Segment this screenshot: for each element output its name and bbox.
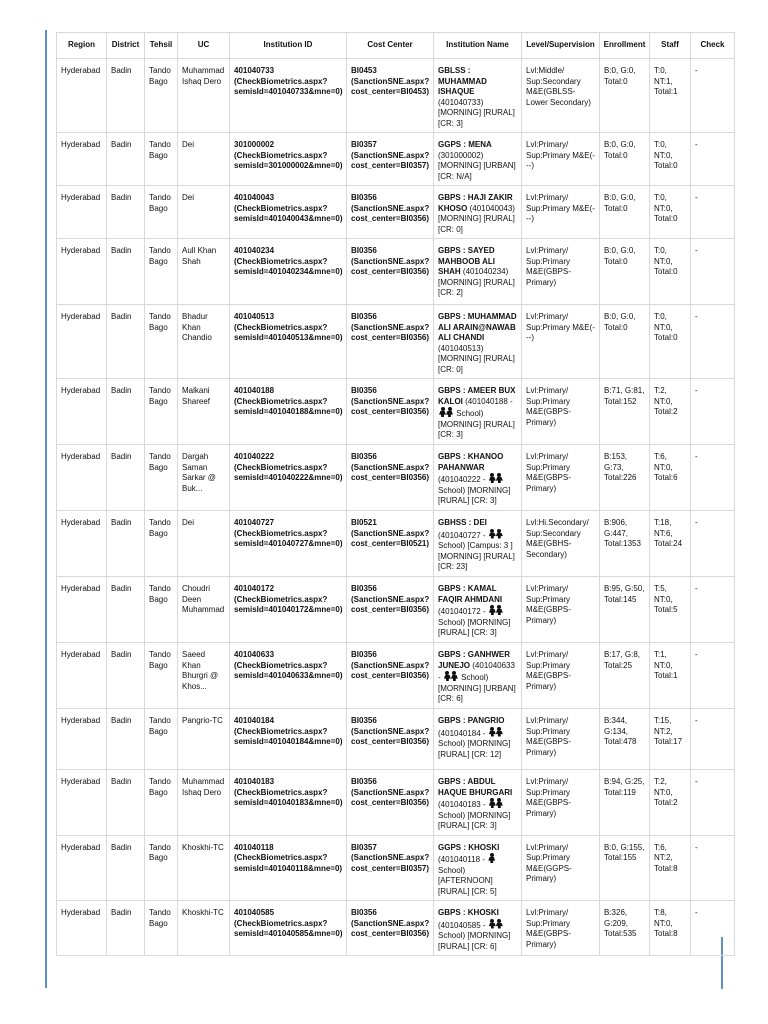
- staff-cell: T:6, NT:2, Total:8: [650, 835, 691, 901]
- institution-id-ref: (401040184 -: [438, 728, 486, 738]
- institution-name-cell: [434, 59, 522, 133]
- district-cell: Badin: [107, 133, 145, 186]
- region-cell: Hyderabad: [57, 709, 107, 770]
- header-check[interactable]: Check: [691, 33, 735, 59]
- header-cost-center[interactable]: Cost Center: [347, 33, 434, 59]
- table-row: [57, 770, 735, 836]
- cost-center-link[interactable]: BI0356 (SanctionSNE.aspx?cost_center=BI0356): [347, 379, 434, 445]
- institution-name: GBPS : ABDUL HAQUE BHURGARI: [438, 777, 513, 797]
- tehsil-cell: Tando Bago: [145, 379, 178, 445]
- region-cell: Hyderabad: [57, 835, 107, 901]
- institution-name: GBPS : PANGRIO: [438, 716, 505, 725]
- check-cell: -: [691, 133, 735, 186]
- tehsil-cell: Tando Bago: [145, 709, 178, 770]
- table-row: [57, 59, 735, 133]
- district-cell: Badin: [107, 577, 145, 643]
- institution-id-ref: (401040188 -: [465, 396, 513, 406]
- region-cell: Hyderabad: [57, 770, 107, 836]
- header-institution-id[interactable]: Institution ID: [230, 33, 347, 59]
- enrollment-cell: B:0, G:0, Total:0: [600, 59, 650, 133]
- institution-name: GBPS : KAMAL FAQIR AHMDANI: [438, 584, 503, 604]
- institution-id-ref: (401040633 -: [438, 660, 515, 682]
- table-row: [57, 511, 735, 577]
- table-row: [57, 445, 735, 511]
- institution-detail: (401040234) [MORNING] [RURAL] [CR: 2]: [438, 267, 515, 297]
- table-header-row: [57, 33, 735, 59]
- level-supervision-cell: Lvl:Primary/ Sup:Primary M&E(GBPS-Primary): [522, 239, 600, 305]
- district-cell: Badin: [107, 445, 145, 511]
- header-region[interactable]: Region: [57, 33, 107, 59]
- region-cell: Hyderabad: [57, 379, 107, 445]
- coed-school-icon: [488, 727, 504, 737]
- staff-cell: T:8, NT:0, Total:8: [650, 901, 691, 956]
- coed-school-icon: [488, 529, 504, 539]
- table-row: [57, 835, 735, 901]
- uc-cell: Saeed Khan Bhurgri @ Khos...: [178, 643, 230, 709]
- coed-school-icon: [488, 798, 504, 808]
- coed-school-icon: [438, 407, 454, 417]
- institution-id-link[interactable]: 401040222 (CheckBiometrics.aspx?semisId=401040222&mne=0): [230, 445, 347, 511]
- tehsil-cell: Tando Bago: [145, 239, 178, 305]
- uc-cell: Khoskhi-TC: [178, 835, 230, 901]
- header-institution-name[interactable]: Institution Name: [434, 33, 522, 59]
- level-supervision-cell: Lvl:Primary/ Sup:Primary M&E(GBPS-Primary): [522, 901, 600, 956]
- tehsil-cell: Tando Bago: [145, 577, 178, 643]
- institution-name-cell: [434, 643, 522, 709]
- institution-name-cell: [434, 770, 522, 836]
- uc-cell: Muhammad Ishaq Dero: [178, 59, 230, 133]
- header-enrollment[interactable]: Enrollment: [600, 33, 650, 59]
- tehsil-cell: Tando Bago: [145, 901, 178, 956]
- uc-cell: Khoskhi-TC: [178, 901, 230, 956]
- table-row: [57, 186, 735, 239]
- cost-center-link[interactable]: BI0356 (SanctionSNE.aspx?cost_center=BI0356): [347, 305, 434, 379]
- tehsil-cell: Tando Bago: [145, 835, 178, 901]
- institution-detail: School) [AFTERNOON] [RURAL] [CR: 5]: [438, 865, 497, 896]
- cost-center-link[interactable]: BI0356 (SanctionSNE.aspx?cost_center=BI0356): [347, 577, 434, 643]
- institution-id-link[interactable]: 401040184 (CheckBiometrics.aspx?semisId=401040184&mne=0): [230, 709, 347, 770]
- institution-detail: School) [MORNING] [RURAL] [CR: 3]: [438, 409, 515, 439]
- left-border-line: [45, 30, 47, 988]
- region-cell: Hyderabad: [57, 239, 107, 305]
- institution-detail: (301000002) [MORNING] [URBAN] [CR: N/A]: [438, 150, 516, 181]
- institution-id-link[interactable]: 401040727 (CheckBiometrics.aspx?semisId=401040727&mne=0): [230, 511, 347, 577]
- institution-detail: School) [Campus: 3 ] [MORNING] [RURAL] [CR: 23]: [438, 541, 515, 571]
- check-cell: -: [691, 59, 735, 133]
- institution-name: GBPS : KHANOO PAHANWAR: [438, 452, 504, 472]
- level-supervision-cell: Lvl:Primary/ Sup:Primary M&E(---): [522, 186, 600, 239]
- cost-center-link[interactable]: BI0356 (SanctionSNE.aspx?cost_center=BI0356): [347, 709, 434, 770]
- institution-detail: School) [MORNING] [RURAL] [CR: 3]: [438, 810, 511, 830]
- institution-name-cell: [434, 379, 522, 445]
- header-uc[interactable]: UC: [178, 33, 230, 59]
- institution-name: GBPS : MUHAMMAD ALI ARAIN@NAWAB ALI CHANDI: [438, 312, 517, 342]
- institution-name-cell: [434, 445, 522, 511]
- staff-cell: T:2, NT:0, Total:2: [650, 770, 691, 836]
- check-cell: -: [691, 577, 735, 643]
- staff-cell: T:0, NT:0, Total:0: [650, 239, 691, 305]
- table-row: [57, 577, 735, 643]
- institution-name: GBLSS : MUHAMMAD ISHAQUE: [438, 66, 487, 96]
- staff-cell: T:2, NT:0, Total:2: [650, 379, 691, 445]
- institution-detail: School) [MORNING] [RURAL] [CR: 3]: [438, 617, 511, 637]
- tehsil-cell: Tando Bago: [145, 511, 178, 577]
- institution-name: GGPS : MENA: [438, 140, 492, 149]
- coed-school-icon: [443, 671, 459, 681]
- institution-id-link[interactable]: 401040633 (CheckBiometrics.aspx?semisId=401040633&mne=0): [230, 643, 347, 709]
- institution-id-link[interactable]: 401040183 (CheckBiometrics.aspx?semisId=401040183&mne=0): [230, 770, 347, 836]
- uc-cell: Dei: [178, 133, 230, 186]
- check-cell: -: [691, 901, 735, 956]
- institution-name-cell: [434, 186, 522, 239]
- institution-id-link[interactable]: 401040118 (CheckBiometrics.aspx?semisId=401040118&mne=0): [230, 835, 347, 901]
- tehsil-cell: Tando Bago: [145, 643, 178, 709]
- check-cell: -: [691, 709, 735, 770]
- table-row: [57, 305, 735, 379]
- institution-name-cell: [434, 305, 522, 379]
- table-row: [57, 379, 735, 445]
- institution-detail: School) [MORNING] [URBAN] [CR: 6]: [438, 673, 516, 703]
- level-supervision-cell: Lvl:Primary/ Sup:Primary M&E(GBPS-Primary): [522, 445, 600, 511]
- uc-cell: Pangrio-TC: [178, 709, 230, 770]
- enrollment-cell: B:17, G:8, Total:25: [600, 643, 650, 709]
- institution-name-cell: [434, 577, 522, 643]
- region-cell: Hyderabad: [57, 901, 107, 956]
- check-cell: -: [691, 835, 735, 901]
- staff-cell: T:0, NT:0, Total:0: [650, 305, 691, 379]
- district-cell: Badin: [107, 379, 145, 445]
- enrollment-cell: B:0, G:0, Total:0: [600, 239, 650, 305]
- district-cell: Badin: [107, 709, 145, 770]
- coed-school-icon: [488, 605, 504, 615]
- header-staff[interactable]: Staff: [650, 33, 691, 59]
- tehsil-cell: Tando Bago: [145, 59, 178, 133]
- staff-cell: T:5, NT:0, Total:5: [650, 577, 691, 643]
- level-supervision-cell: Lvl:Primary/ Sup:Primary M&E(GBPS-Primary): [522, 770, 600, 836]
- district-cell: Badin: [107, 643, 145, 709]
- enrollment-cell: B:95, G:50, Total:145: [600, 577, 650, 643]
- district-cell: Badin: [107, 770, 145, 836]
- results-table-container: [56, 32, 734, 956]
- institutions-table: [56, 32, 735, 956]
- cost-center-link[interactable]: BI0356 (SanctionSNE.aspx?cost_center=BI0356): [347, 239, 434, 305]
- institution-detail: School) [MORNING] [RURAL] [CR: 12]: [438, 739, 511, 759]
- institution-detail: (401040733) [MORNING] [RURAL] [CR: 3]: [438, 97, 515, 128]
- coed-school-icon: [488, 473, 504, 483]
- uc-cell: Bhadur Khan Chandio: [178, 305, 230, 379]
- institution-name: GBPS : GANHWER JUNEJO: [438, 650, 510, 670]
- institution-id-link[interactable]: 301000002 (CheckBiometrics.aspx?semisId=301000002&mne=0): [230, 133, 347, 186]
- level-supervision-cell: Lvl:Primary/ Sup:Primary M&E(GBPS-Primary): [522, 379, 600, 445]
- institution-name: GGPS : KHOSKI: [438, 842, 500, 852]
- table-row: [57, 901, 735, 956]
- enrollment-cell: B:0, G:0, Total:0: [600, 133, 650, 186]
- institution-id-link[interactable]: 401040513 (CheckBiometrics.aspx?semisId=401040513&mne=0): [230, 305, 347, 379]
- institution-id-link[interactable]: 401040172 (CheckBiometrics.aspx?semisId=401040172&mne=0): [230, 577, 347, 643]
- level-supervision-cell: Lvl:Hi.Secondary/ Sup:Secondary M&E(GBHS-Secondary): [522, 511, 600, 577]
- staff-cell: T:6, NT:0, Total:6: [650, 445, 691, 511]
- institution-detail: (401040513) [MORNING] [RURAL] [CR: 0]: [438, 343, 515, 374]
- check-cell: -: [691, 305, 735, 379]
- enrollment-cell: B:906, G:447, Total:1353: [600, 511, 650, 577]
- tehsil-cell: Tando Bago: [145, 445, 178, 511]
- header-level-supervision[interactable]: Level/Supervision: [522, 33, 600, 59]
- header-district[interactable]: District: [107, 33, 145, 59]
- tehsil-cell: Tando Bago: [145, 305, 178, 379]
- institution-id-ref: (401040727 -: [438, 530, 486, 540]
- institution-id-link[interactable]: 401040234 (CheckBiometrics.aspx?semisId=401040234&mne=0): [230, 239, 347, 305]
- coed-school-icon: [488, 919, 504, 929]
- cost-center-link[interactable]: BI0356 (SanctionSNE.aspx?cost_center=BI0356): [347, 186, 434, 239]
- cost-center-link[interactable]: BI0356 (SanctionSNE.aspx?cost_center=BI0356): [347, 445, 434, 511]
- enrollment-cell: B:344, G:134, Total:478: [600, 709, 650, 770]
- table-body: [57, 59, 735, 956]
- level-supervision-cell: Lvl:Middle/ Sup:Secondary M&E(GBLSS-Lower Secondary): [522, 59, 600, 133]
- institution-name-cell: [434, 511, 522, 577]
- district-cell: Badin: [107, 305, 145, 379]
- check-cell: -: [691, 239, 735, 305]
- staff-cell: T:1, NT:0, Total:1: [650, 643, 691, 709]
- enrollment-cell: B:0, G:0, Total:0: [600, 186, 650, 239]
- level-supervision-cell: Lvl:Primary/ Sup:Primary M&E(GGPS-Primary): [522, 835, 600, 901]
- level-supervision-cell: Lvl:Primary/ Sup:Primary M&E(---): [522, 305, 600, 379]
- district-cell: Badin: [107, 901, 145, 956]
- cost-center-link[interactable]: BI0521 (SanctionSNE.aspx?cost_center=BI0521): [347, 511, 434, 577]
- institution-id-ref: (401040183 -: [438, 800, 486, 809]
- uc-cell: Malkani Shareef: [178, 379, 230, 445]
- cost-center-link[interactable]: BI0356 (SanctionSNE.aspx?cost_center=BI0356): [347, 901, 434, 956]
- check-cell: -: [691, 445, 735, 511]
- institution-id-link[interactable]: 401040733 (CheckBiometrics.aspx?semisId=401040733&mne=0): [230, 59, 347, 133]
- institution-name: GBPS : SAYED MAHBOOB ALI SHAH: [438, 246, 496, 276]
- table-row: [57, 133, 735, 186]
- institution-name-cell: [434, 835, 522, 901]
- district-cell: Badin: [107, 511, 145, 577]
- level-supervision-cell: Lvl:Primary/ Sup:Primary M&E(---): [522, 133, 600, 186]
- tehsil-cell: Tando Bago: [145, 770, 178, 836]
- check-cell: -: [691, 379, 735, 445]
- tehsil-cell: Tando Bago: [145, 133, 178, 186]
- tehsil-cell: Tando Bago: [145, 186, 178, 239]
- institution-name: GBPS : HAJI ZAKIR KHOSO: [438, 193, 513, 213]
- enrollment-cell: B:153, G:73, Total:226: [600, 445, 650, 511]
- uc-cell: Dei: [178, 186, 230, 239]
- staff-cell: T:0, NT:0, Total:0: [650, 186, 691, 239]
- region-cell: Hyderabad: [57, 186, 107, 239]
- cost-center-link[interactable]: BI0453 (SanctionSNE.aspx?cost_center=BI0453): [347, 59, 434, 133]
- institution-id-ref: (401040172 -: [438, 607, 486, 616]
- institution-name-cell: [434, 901, 522, 956]
- district-cell: Badin: [107, 239, 145, 305]
- district-cell: Badin: [107, 835, 145, 901]
- cost-center-link[interactable]: BI0357 (SanctionSNE.aspx?cost_center=BI0357): [347, 835, 434, 901]
- staff-cell: T:15, NT:2, Total:17: [650, 709, 691, 770]
- institution-id-link[interactable]: 401040043 (CheckBiometrics.aspx?semisId=401040043&mne=0): [230, 186, 347, 239]
- check-cell: -: [691, 643, 735, 709]
- region-cell: Hyderabad: [57, 59, 107, 133]
- check-cell: -: [691, 186, 735, 239]
- enrollment-cell: B:326, G:209, Total:535: [600, 901, 650, 956]
- region-cell: Hyderabad: [57, 511, 107, 577]
- institution-name: GBHSS : DEI: [438, 518, 487, 527]
- region-cell: Hyderabad: [57, 577, 107, 643]
- institution-id-ref: (401040222 -: [438, 475, 486, 484]
- institution-name: GBPS : KHOSKI: [438, 908, 499, 917]
- table-row: [57, 239, 735, 305]
- level-supervision-cell: Lvl:Primary/ Sup:Primary M&E(GBPS-Primary): [522, 577, 600, 643]
- institution-name-cell: [434, 133, 522, 186]
- institution-detail: (401040043) [MORNING] [RURAL] [CR: 0]: [438, 203, 515, 234]
- table-row: [57, 709, 735, 770]
- institution-id-ref: (401040118 -: [438, 855, 485, 864]
- institution-name-cell: [434, 709, 522, 770]
- staff-cell: T:0, NT:0, Total:0: [650, 133, 691, 186]
- institution-id-link[interactable]: 401040188 (CheckBiometrics.aspx?semisId=401040188&mne=0): [230, 379, 347, 445]
- table-row: [57, 643, 735, 709]
- institution-name-cell: [434, 239, 522, 305]
- cost-center-link[interactable]: BI0356 (SanctionSNE.aspx?cost_center=BI0356): [347, 643, 434, 709]
- check-cell: -: [691, 511, 735, 577]
- uc-cell: Aull Khan Shah: [178, 239, 230, 305]
- region-cell: Hyderabad: [57, 643, 107, 709]
- enrollment-cell: B:94, G:25, Total:119: [600, 770, 650, 836]
- institution-id-ref: (401040585 -: [438, 920, 486, 930]
- district-cell: Badin: [107, 186, 145, 239]
- cost-center-link[interactable]: BI0356 (SanctionSNE.aspx?cost_center=BI0356): [347, 770, 434, 836]
- region-cell: Hyderabad: [57, 305, 107, 379]
- institution-detail: School) [MORNING] [RURAL] [CR: 3]: [438, 485, 511, 505]
- header-tehsil[interactable]: Tehsil: [145, 33, 178, 59]
- region-cell: Hyderabad: [57, 133, 107, 186]
- enrollment-cell: B:0, G:155, Total:155: [600, 835, 650, 901]
- check-cell: -: [691, 770, 735, 836]
- level-supervision-cell: Lvl:Primary/ Sup:Primary M&E(GBPS-Primary): [522, 643, 600, 709]
- institution-detail: School) [MORNING] [RURAL] [CR: 6]: [438, 931, 511, 951]
- institution-id-link[interactable]: 401040585 (CheckBiometrics.aspx?semisId=401040585&mne=0): [230, 901, 347, 956]
- enrollment-cell: B:71, G:81, Total:152: [600, 379, 650, 445]
- institution-name: GBPS : AMEER BUX KALOI: [438, 386, 516, 406]
- staff-cell: T:18, NT:6, Total:24: [650, 511, 691, 577]
- uc-cell: Dargah Saman Sarkar @ Buk...: [178, 445, 230, 511]
- region-cell: Hyderabad: [57, 445, 107, 511]
- uc-cell: Muhammad Ishaq Dero: [178, 770, 230, 836]
- enrollment-cell: B:0, G:0, Total:0: [600, 305, 650, 379]
- girls-school-icon: [487, 853, 496, 863]
- district-cell: Badin: [107, 59, 145, 133]
- cost-center-link[interactable]: BI0357 (SanctionSNE.aspx?cost_center=BI0357): [347, 133, 434, 186]
- level-supervision-cell: Lvl:Primary/ Sup:Primary M&E(GBPS-Primary): [522, 709, 600, 770]
- uc-cell: Dei: [178, 511, 230, 577]
- uc-cell: Choudri Deen Muhammad: [178, 577, 230, 643]
- staff-cell: T:0, NT:1, Total:1: [650, 59, 691, 133]
